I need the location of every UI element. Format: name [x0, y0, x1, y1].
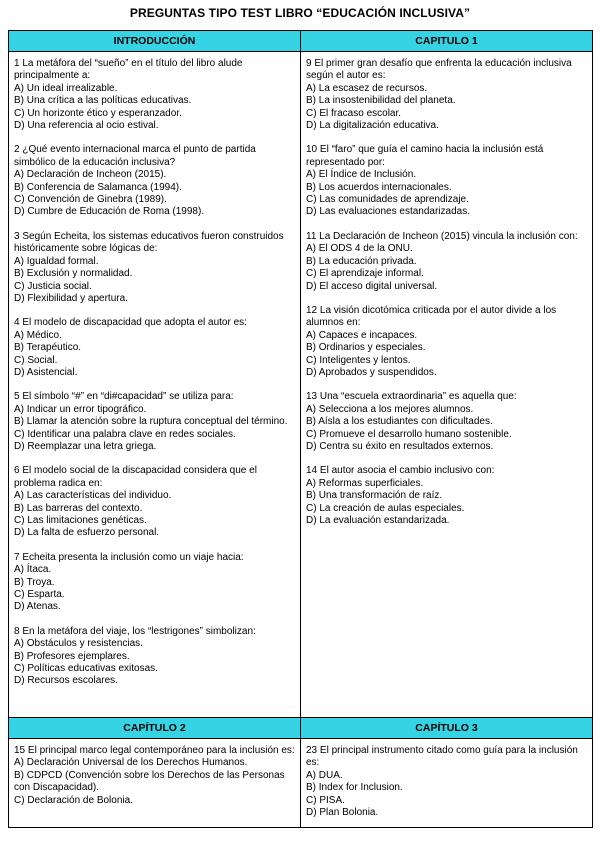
- answer-option: C) Políticas educativas exitosas.: [14, 663, 158, 675]
- question: [306, 231, 588, 293]
- answer-option: C) Inteligentes y lentos.: [306, 354, 411, 366]
- header-capitulo-1: CAPITULO 1: [301, 31, 593, 52]
- answer-option: A) Reformas superficiales.: [306, 477, 424, 489]
- question-text: 6 El modelo social de la discapacidad considera que el problema radica en:: [14, 465, 257, 489]
- question: [306, 745, 588, 819]
- answer-option: B) Llamar la atención sobre la ruptura conceptual del término.: [14, 416, 288, 428]
- answer-option: A) Igualdad formal.: [14, 255, 99, 267]
- question: [14, 391, 296, 453]
- question-text: 15 El principal marco legal contemporáneo para la inclusión es:: [14, 745, 295, 756]
- capitulo-3-questions: [301, 739, 592, 823]
- answer-option: B) Una crítica a las políticas educativas.: [14, 95, 192, 107]
- answer-option: D) La falta de esfuerzo personal.: [14, 527, 160, 539]
- answer-option: D) La digitalización educativa.: [306, 120, 439, 132]
- question-text: 8 En la metáfora del viaje, los “lestrigones” simbolizan:: [14, 625, 256, 637]
- answer-option: A) Declaración Universal de los Derechos Humanos.: [14, 757, 248, 769]
- answer-option: D) Reemplazar una letra griega.: [14, 440, 157, 452]
- answer-option: B) La insostenibilidad del planeta.: [306, 95, 456, 107]
- answer-option: D) Asistencial.: [14, 366, 78, 378]
- answer-option: D) Las evaluaciones estandarizadas.: [306, 206, 470, 218]
- answer-option: A) El ODS 4 de la ONU.: [306, 243, 413, 255]
- question: [306, 144, 588, 218]
- answer-option: A) Médico.: [14, 329, 62, 341]
- answer-option: D) Centra su éxito en resultados externos.: [306, 440, 494, 452]
- answer-option: C) Un horizonte ético y esperanzador.: [14, 107, 182, 119]
- intro-questions: [9, 52, 300, 692]
- answer-option: B) Index for Inclusion.: [306, 782, 403, 794]
- question: [306, 391, 588, 453]
- answer-option: C) El fracaso escolar.: [306, 107, 402, 119]
- content-row-bottom: [9, 739, 593, 828]
- answer-option: B) Las barreras del contexto.: [14, 502, 143, 514]
- content-row-top: [9, 52, 593, 718]
- answer-option: D) Una referencia al ocio estival.: [14, 120, 159, 132]
- answer-option: B) Conferencia de Salamanca (1994).: [14, 181, 182, 193]
- answer-option: D) Plan Bolonia.: [306, 807, 379, 819]
- answer-option: C) Justicia social.: [14, 280, 92, 292]
- header-row-top: [9, 31, 593, 52]
- question-text: 23 El principal instrumento citado como guía para la inclusión es:: [306, 745, 578, 769]
- header-capitulo-3: CAPÍTULO 3: [301, 718, 593, 739]
- answer-option: B) Terapéutico.: [14, 342, 82, 354]
- answer-option: D) Atenas.: [14, 601, 61, 613]
- answer-option: A) Ítaca.: [14, 564, 52, 576]
- question-text: 13 Una “escuela extraordinaria” es aquella que:: [306, 391, 517, 403]
- question: [14, 144, 296, 218]
- answer-option: A) Un ideal irrealizable.: [14, 82, 118, 94]
- question-text: 10 El “faro” que guía el camino hacia la inclusión está representado por:: [306, 144, 544, 168]
- question: [14, 58, 296, 132]
- capitulo-2-questions: [9, 739, 300, 811]
- answer-option: C) Declaración de Bolonia.: [14, 794, 133, 806]
- answer-option: D) Cumbre de Educación de Roma (1998).: [14, 206, 205, 218]
- answer-option: B) Troya.: [14, 576, 55, 588]
- header-introduccion: INTRODUCCIÓN: [9, 31, 301, 52]
- answer-option: A) Obstáculos y resistencias.: [14, 638, 143, 650]
- document-title: PREGUNTAS TIPO TEST LIBRO “EDUCACIÓN INCLUSIVA”: [129, 6, 471, 20]
- question-text: 12 La visión dicotómica criticada por el autor divide a los alumnos en:: [306, 304, 557, 329]
- answer-option: D) Aprobados y suspendidos.: [306, 366, 437, 378]
- answer-option: C) PISA.: [306, 794, 345, 806]
- answer-option: D) Flexibilidad y apertura.: [14, 292, 128, 304]
- question-text: 7 Echeita presenta la inclusión como un viaje hacia:: [14, 551, 244, 563]
- answer-option: B) Profesores ejemplares.: [14, 650, 130, 662]
- answer-option: C) Las limitaciones genéticas.: [14, 515, 147, 526]
- questions-table: [8, 30, 593, 828]
- answer-option: B) Una transformación de raíz.: [306, 490, 443, 502]
- answer-option: A) DUA.: [306, 769, 343, 781]
- answer-option: D) La evaluación estandarizada.: [306, 515, 450, 526]
- answer-option: A) Indicar un error tipográfico.: [14, 403, 147, 415]
- question: [306, 58, 588, 132]
- answer-option: C) Convención de Ginebra (1989).: [14, 194, 167, 206]
- answer-option: C) Identificar una palabra clave en redes sociales.: [14, 428, 236, 440]
- answer-option: B) Ordinarios y especiales.: [306, 342, 426, 354]
- answer-option: B) La educación privada.: [306, 255, 417, 267]
- answer-option: A) Capaces e incapaces.: [306, 329, 418, 341]
- answer-option: C) El aprendizaje informal.: [306, 268, 424, 280]
- answer-option: C) La creación de aulas especiales.: [306, 502, 465, 514]
- answer-option: A) La escasez de recursos.: [306, 82, 428, 94]
- question: [14, 231, 296, 305]
- answer-option: D) El acceso digital universal.: [306, 280, 438, 292]
- question: [306, 465, 588, 527]
- answer-option: B) Los acuerdos internacionales.: [306, 181, 452, 193]
- header-row-bottom: [9, 718, 593, 739]
- question-text: 11 La Declaración de Incheon (2015) vincula la inclusión con:: [306, 230, 578, 242]
- question-text: 1 La metáfora del “sueño” en el título del libro alude principalmente a:: [14, 58, 243, 82]
- question-text: 14 El autor asocia el cambio inclusivo con:: [306, 465, 495, 477]
- question: [14, 317, 296, 379]
- answer-option: D) Recursos escolares.: [14, 675, 118, 687]
- header-capitulo-2: CAPÍTULO 2: [9, 718, 301, 739]
- answer-option: A) Las características del individuo.: [14, 490, 172, 502]
- answer-option: A) Declaración de Incheon (2015).: [14, 169, 167, 181]
- question: [306, 305, 588, 379]
- question-text: 4 El modelo de discapacidad que adopta el autor es:: [14, 317, 247, 329]
- answer-option: B) Aísla a los estudiantes con dificultades.: [306, 416, 493, 428]
- answer-option: C) Esparta.: [14, 589, 65, 601]
- answer-option: B) CDPCD (Convención sobre los Derechos de las Personas con Discapacidad).: [14, 769, 285, 794]
- question-text: 5 El símbolo “#” en “di#capacidad” se utiliza para:: [14, 391, 234, 403]
- answer-option: C) Promueve el desarrollo humano sostenible.: [306, 428, 512, 440]
- question: [14, 552, 296, 614]
- capitulo-1-questions: [301, 52, 592, 531]
- answer-option: C) Social.: [14, 354, 58, 366]
- answer-option: C) Las comunidades de aprendizaje.: [306, 194, 469, 206]
- question: [14, 465, 296, 539]
- answer-option: A) Selecciona a los mejores alumnos.: [306, 403, 474, 415]
- question-text: 2 ¿Qué evento internacional marca el punto de partida simbólico de la educación inclusiva?: [14, 144, 256, 168]
- question: [14, 745, 296, 807]
- question-text: 9 El primer gran desafío que enfrenta la educación inclusiva según el autor es:: [306, 58, 572, 82]
- answer-option: A) El Índice de Inclusión.: [306, 169, 417, 181]
- question-text: 3 Según Echeita, los sistemas educativos fueron construidos históricamente sobre lógicas de:: [14, 230, 284, 255]
- question: [14, 626, 296, 688]
- answer-option: B) Exclusión y normalidad.: [14, 268, 133, 280]
